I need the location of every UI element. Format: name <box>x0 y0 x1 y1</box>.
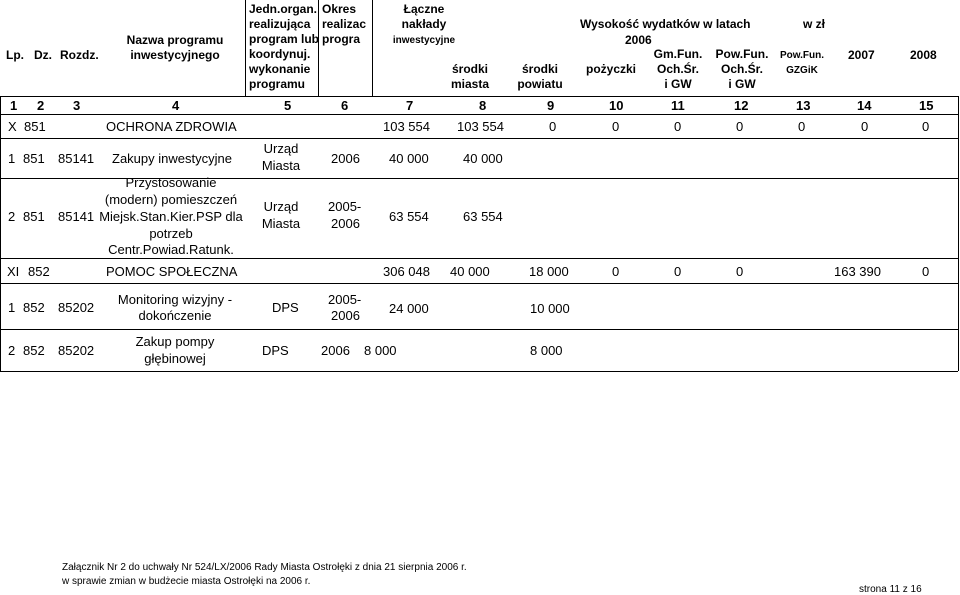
rule-laczne-left <box>372 0 373 96</box>
gmfun-header-2: Och.Śr. <box>656 62 700 76</box>
powfun-header-3: i GW <box>728 77 756 91</box>
col-lp-header: Lp. <box>6 48 24 62</box>
section-lp: X <box>8 119 17 134</box>
row-laczne: 24 000 <box>389 301 429 316</box>
srodki-miasta-header-1: środki <box>451 62 488 76</box>
row-nazwa-2: dokończenie <box>138 308 212 323</box>
row-lp: 1 <box>8 151 16 166</box>
srodki-miasta-header-2: miasta <box>450 77 490 91</box>
row-laczne: 63 554 <box>389 209 429 224</box>
row-nazwa-3: Miejsk.Stan.Kier.PSP dla <box>99 209 243 224</box>
col-number: 3 <box>73 98 81 113</box>
row-dz: 852 <box>23 300 45 315</box>
gzgik-header-1: Pow.Fun. <box>779 50 825 61</box>
row-lp: 1 <box>8 300 16 315</box>
year-2008-header: 2008 <box>910 48 937 62</box>
col-okres-header-3: progra <box>322 32 361 46</box>
col-number: 15 <box>919 98 934 113</box>
rule-numbers-bottom <box>0 114 958 115</box>
col-laczne-header-1: Łączne <box>403 2 445 16</box>
col-okres-header-1: Okres <box>322 2 357 16</box>
col-number: 9 <box>547 98 555 113</box>
section-2007: 163 390 <box>834 264 881 279</box>
col-number: 8 <box>479 98 487 113</box>
row-okres-1: 2005- <box>328 292 362 307</box>
rule-jedn-left <box>245 0 246 96</box>
gmfun-header-3: i GW <box>664 77 692 91</box>
col-okres-header-2: realizac <box>322 17 367 31</box>
row-miasta: 40 000 <box>463 151 503 166</box>
col-laczne-header-3: inwestycyjne <box>392 35 456 46</box>
powfun-header-2: Och.Śr. <box>720 62 764 76</box>
col-number: 6 <box>341 98 349 113</box>
row-rozdz: 85141 <box>58 151 95 166</box>
row-nazwa-4: potrzeb <box>149 226 193 241</box>
rule-r4-bottom <box>0 371 958 372</box>
row-jedn: DPS <box>262 343 289 358</box>
section-title: POMOC SPOŁECZNA <box>106 264 238 279</box>
col-jedn-header-5: wykonanie <box>249 62 311 76</box>
row-jedn: DPS <box>272 300 299 315</box>
col-number: 14 <box>857 98 872 113</box>
section-2008: 0 <box>922 264 930 279</box>
section-pozyczki: 0 <box>612 264 620 279</box>
row-jedn-1: Urząd <box>263 199 299 214</box>
rule-left <box>0 96 1 371</box>
section-pozyczki: 0 <box>612 119 620 134</box>
gmfun-header-1: Gm.Fun. <box>653 47 703 61</box>
row-nazwa-2: głębinowej <box>144 351 206 366</box>
section-gmfun: 0 <box>674 264 682 279</box>
section-laczne: 306 048 <box>383 264 430 279</box>
col-number: 5 <box>284 98 292 113</box>
col-number: 12 <box>734 98 749 113</box>
row-lp: 2 <box>8 343 16 358</box>
row-jedn-2: Miasta <box>261 216 301 231</box>
row-powiatu: 8 000 <box>530 343 563 358</box>
col-number: 2 <box>37 98 45 113</box>
col-number: 13 <box>796 98 811 113</box>
footer-note-1: Załącznik Nr 2 do uchwały Nr 524/LX/2006 Rady Miasta Ostrołęki z dnia 21 sierpnia 2006 r. <box>62 562 467 573</box>
row-jedn-1: Urząd <box>263 141 299 156</box>
row-dz: 852 <box>23 343 45 358</box>
section-laczne: 103 554 <box>383 119 430 134</box>
col-number: 1 <box>10 98 18 113</box>
wysokosc-header: Wysokość wydatków w latach <box>580 17 751 31</box>
unit-label: w zł <box>803 17 826 31</box>
footer-note-2: w sprawie zmian w budżecie miasta Ostrołęki na 2006 r. <box>62 576 311 587</box>
col-number: 10 <box>609 98 624 113</box>
row-dz: 851 <box>23 151 45 166</box>
powfun-header-1: Pow.Fun. <box>715 47 769 61</box>
row-okres: 2006 <box>331 151 360 166</box>
col-jedn-header-2: realizująca <box>249 17 311 31</box>
srodki-powiatu-header-2: powiatu <box>517 77 563 91</box>
section-2008: 0 <box>922 119 930 134</box>
row-miasta: 63 554 <box>463 209 503 224</box>
col-number: 4 <box>172 98 180 113</box>
year-2006-header: 2006 <box>625 33 652 47</box>
rule-r3-bottom <box>0 329 958 330</box>
rule-right <box>958 96 959 371</box>
section-lp: XI <box>7 264 20 279</box>
section-powfun: 0 <box>736 264 744 279</box>
section-gmfun: 0 <box>674 119 682 134</box>
section-miasta: 40 000 <box>450 264 490 279</box>
row-nazwa-1: Monitoring wizyjny - <box>117 292 233 307</box>
srodki-powiatu-header-1: środki <box>521 62 558 76</box>
row-nazwa: Zakupy inwestycyjne <box>112 151 232 166</box>
col-rozdz-header: Rozdz. <box>60 48 99 62</box>
rule-xi-bottom <box>0 283 958 284</box>
row-laczne: 40 000 <box>389 151 429 166</box>
col-jedn-header-4: koordynuj. <box>249 47 311 61</box>
row-dz: 851 <box>23 209 45 224</box>
row-jedn-2: Miasta <box>261 158 301 173</box>
page-number: strona 11 z 16 <box>859 584 922 595</box>
row-lp: 2 <box>8 209 16 224</box>
rule-okres-left <box>318 0 319 96</box>
row-rozdz: 85202 <box>58 343 95 358</box>
row-okres-1: 2005- <box>328 199 362 214</box>
row-nazwa-1: Zakup pompy <box>135 334 215 349</box>
pozyczki-header: pożyczki <box>586 62 637 76</box>
section-dz: 851 <box>24 119 46 134</box>
section-title: OCHRONA ZDROWIA <box>106 119 237 134</box>
rule-x-bottom <box>0 138 958 139</box>
col-jedn-header-3: program lub <box>249 32 320 46</box>
col-laczne-header-2: nakłady <box>401 17 447 31</box>
row-okres-2: 2006 <box>331 308 360 323</box>
section-powiatu: 0 <box>549 119 557 134</box>
section-gzgik: 0 <box>798 119 806 134</box>
section-powfun: 0 <box>736 119 744 134</box>
col-number: 7 <box>406 98 414 113</box>
section-miasta: 103 554 <box>457 119 504 134</box>
row-nazwa-2: (modern) pomieszczeń <box>104 192 238 207</box>
col-nazwa-header-2: inwestycyjnego <box>130 48 220 62</box>
gzgik-header-2: GZGiK <box>786 65 818 76</box>
section-dz: 852 <box>28 264 50 279</box>
col-jedn-header-6: programu <box>249 77 306 91</box>
col-nazwa-header-1: Nazwa programu <box>126 33 224 47</box>
row-laczne: 8 000 <box>364 343 397 358</box>
col-number: 11 <box>671 98 685 113</box>
row-nazwa-1: Przystosowanie <box>125 175 217 190</box>
section-powiatu: 18 000 <box>529 264 569 279</box>
row-rozdz: 85202 <box>58 300 95 315</box>
row-nazwa-5: Centr.Powiad.Ratunk. <box>108 242 234 257</box>
row-powiatu: 10 000 <box>530 301 570 316</box>
col-dz-header: Dz. <box>34 48 52 62</box>
rule-r2-bottom <box>0 258 958 259</box>
year-2007-header: 2007 <box>848 48 875 62</box>
section-2007: 0 <box>861 119 869 134</box>
rule-header-bottom <box>0 96 958 97</box>
row-okres: 2006 <box>321 343 350 358</box>
col-jedn-header-1: Jedn.organ. <box>249 2 318 16</box>
row-okres-2: 2006 <box>331 216 360 231</box>
row-rozdz: 85141 <box>58 209 95 224</box>
